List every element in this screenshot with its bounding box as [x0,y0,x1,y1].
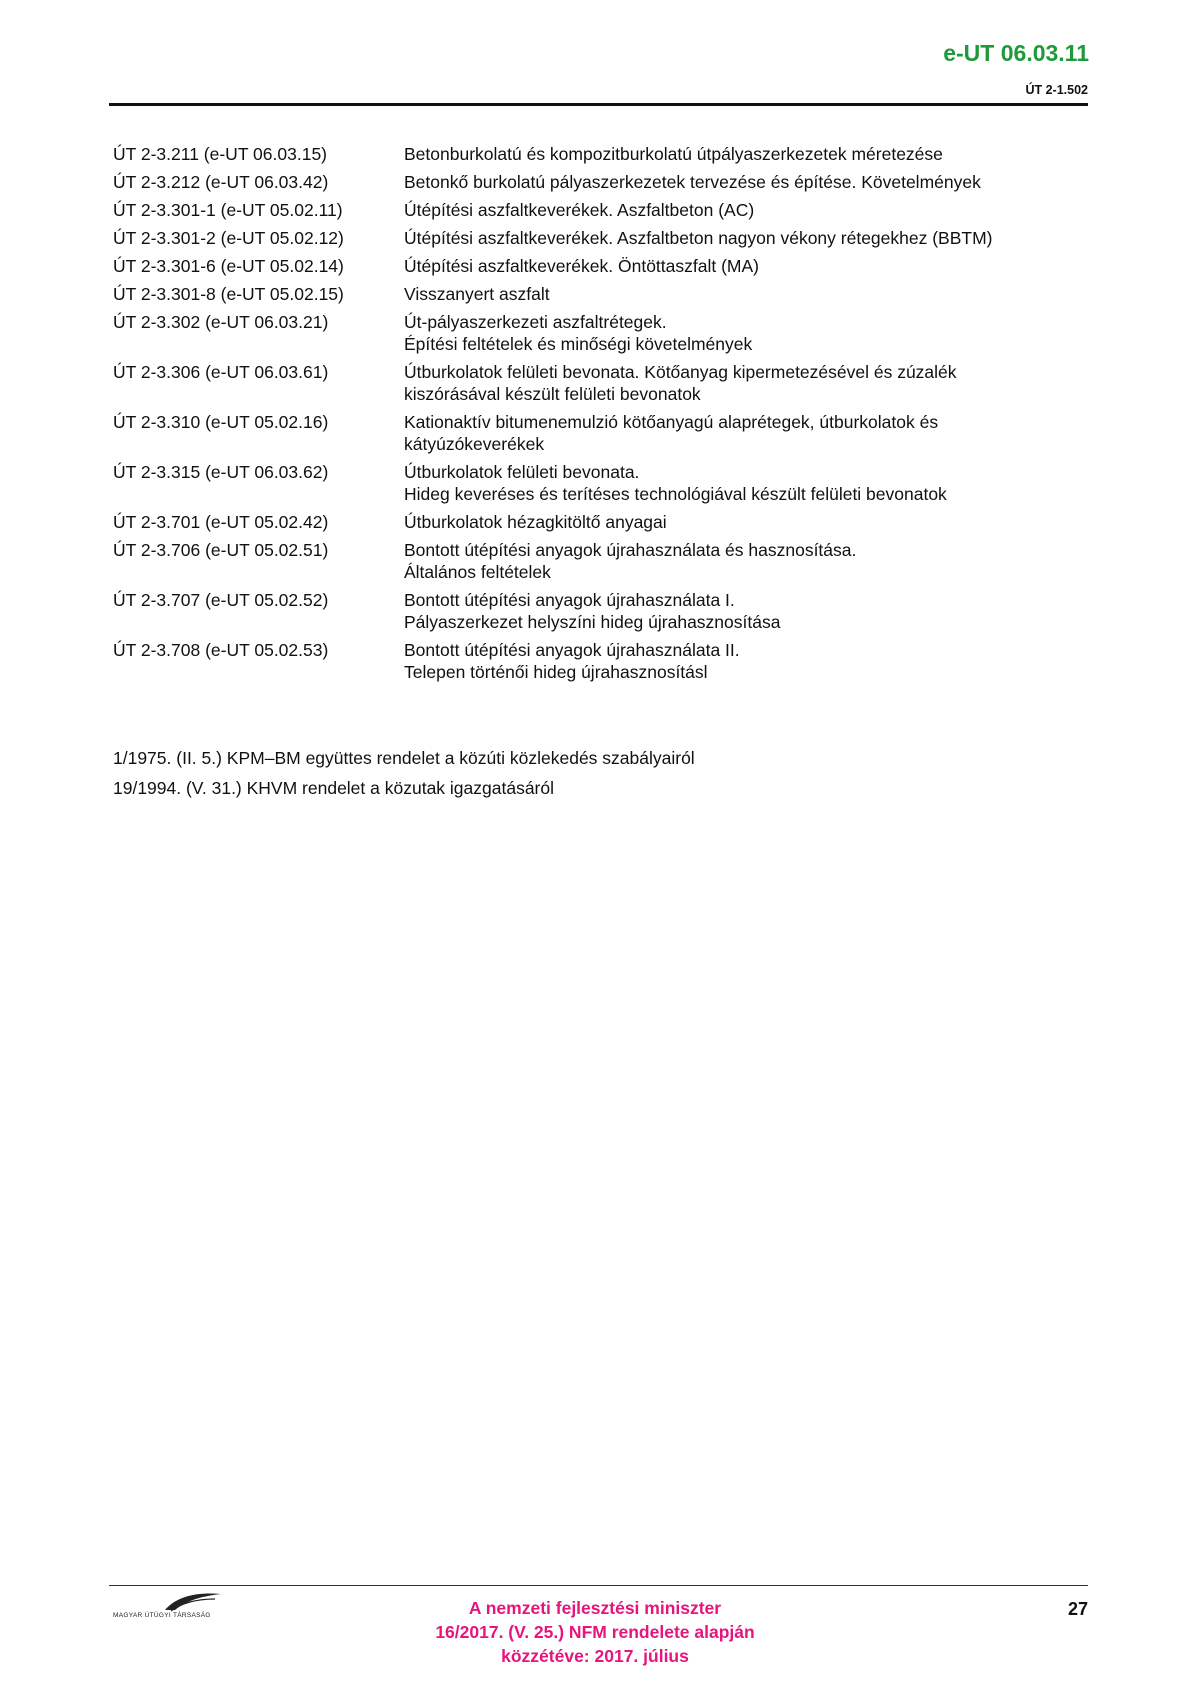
reference-code: ÚT 2-3.708 (e-UT 05.02.53) [113,640,329,660]
header-divider [109,103,1088,106]
page-number: 27 [1067,1599,1088,1619]
reference-row [113,199,1103,221]
reference-code: ÚT 2-3.211 (e-UT 06.03.15) [113,144,327,164]
road-swoosh-icon [163,1590,223,1612]
reference-title: Útburkolatok felületi bevonata. Kötőanyag kipermetezésével és zúzalék kiszórásával készült felületi bevonatok [404,362,957,404]
reference-title: Útburkolatok felületi bevonata. Hideg keveréses és terítéses technológiával készült felületi bevonatok [404,462,947,504]
reference-title: Bontott útépítési anyagok újrahasználata II. Telepen történői hideg újrahasznosításl [404,640,740,682]
reference-title: Bontott útépítési anyagok újrahasználata és hasznosítása. Általános feltételek [404,540,857,582]
reference-title: Útépítési aszfaltkeverékek. Aszfaltbeton nagyon vékony rétegekhez (BBTM) [404,228,993,248]
footer-divider [109,1585,1088,1586]
decree-item: 19/1994. (V. 31.) KHVM rendelet a közutak igazgatásáról [113,778,555,798]
reference-title: Út-pályaszerkezeti aszfaltrétegek. Építési feltételek és minőségi követelmények [404,312,753,354]
reference-row [113,539,1103,583]
reference-row [113,361,1103,405]
reference-row [113,639,1103,683]
publication-note-line: A nemzeti fejlesztési miniszter [468,1598,722,1618]
reference-code: ÚT 2-3.301-6 (e-UT 05.02.14) [113,256,344,276]
decree-item: 1/1975. (II. 5.) KPM–BM együttes rendelet a közúti közlekedés szabályairól [113,748,695,768]
organization-logo [113,1590,263,1630]
reference-title: Betonburkolatú és kompozitburkolatú útpályaszerkezetek méretezése [404,144,943,164]
decree-list [113,743,695,803]
reference-code: ÚT 2-3.301-1 (e-UT 05.02.11) [113,200,343,220]
publication-note-line: 16/2017. (V. 25.) NFM rendelete alapján [435,1622,755,1642]
reference-row [113,283,1103,305]
reference-title: Útépítési aszfaltkeverékek. Öntöttaszfalt (MA) [404,256,759,276]
publication-note-line: közzétéve: 2017. július [501,1646,689,1666]
reference-code: ÚT 2-3.706 (e-UT 05.02.51) [113,540,329,560]
reference-row [113,589,1103,633]
reference-title: Visszanyert aszfalt [404,284,550,304]
reference-list [113,143,1103,689]
reference-code: ÚT 2-3.306 (e-UT 06.03.61) [113,362,329,382]
reference-row [113,511,1103,533]
reference-code: ÚT 2-3.310 (e-UT 05.02.16) [113,412,329,432]
reference-row [113,171,1103,193]
reference-row [113,311,1103,355]
reference-code: ÚT 2-3.707 (e-UT 05.02.52) [113,590,329,610]
reference-code: ÚT 2-3.212 (e-UT 06.03.42) [113,172,329,192]
reference-code: ÚT 2-3.301-8 (e-UT 05.02.15) [113,284,344,304]
document-code: e-UT 06.03.11 [943,40,1089,66]
reference-row [113,143,1103,165]
organization-name: MAGYAR ÚTÜGYI TÁRSASÁG [113,1612,211,1619]
reference-title: Útépítési aszfaltkeverékek. Aszfaltbeton (AC) [404,200,755,220]
reference-code: ÚT 2-3.301-2 (e-UT 05.02.12) [113,228,344,248]
reference-row [113,411,1103,455]
reference-title: Betonkő burkolatú pályaszerkezetek tervezése és építése. Követelmények [404,172,981,192]
reference-title: Bontott útépítési anyagok újrahasználata I. Pályaszerkezet helyszíni hideg újrahasznosítása [404,590,781,632]
reference-title: Kationaktív bitumenemulzió kötőanyagú alaprétegek, útburkolatok és kátyúzókeverékek [404,412,939,454]
reference-row [113,227,1103,249]
reference-row [113,461,1103,505]
reference-code: ÚT 2-3.302 (e-UT 06.03.21) [113,312,329,332]
publication-note [395,1596,795,1668]
reference-title: Útburkolatok hézagkitöltő anyagai [404,512,667,532]
reference-code: ÚT 2-3.315 (e-UT 06.03.62) [113,462,329,482]
document-subcode: ÚT 2-1.502 [1025,83,1088,97]
reference-row [113,255,1103,277]
reference-code: ÚT 2-3.701 (e-UT 05.02.42) [113,512,329,532]
